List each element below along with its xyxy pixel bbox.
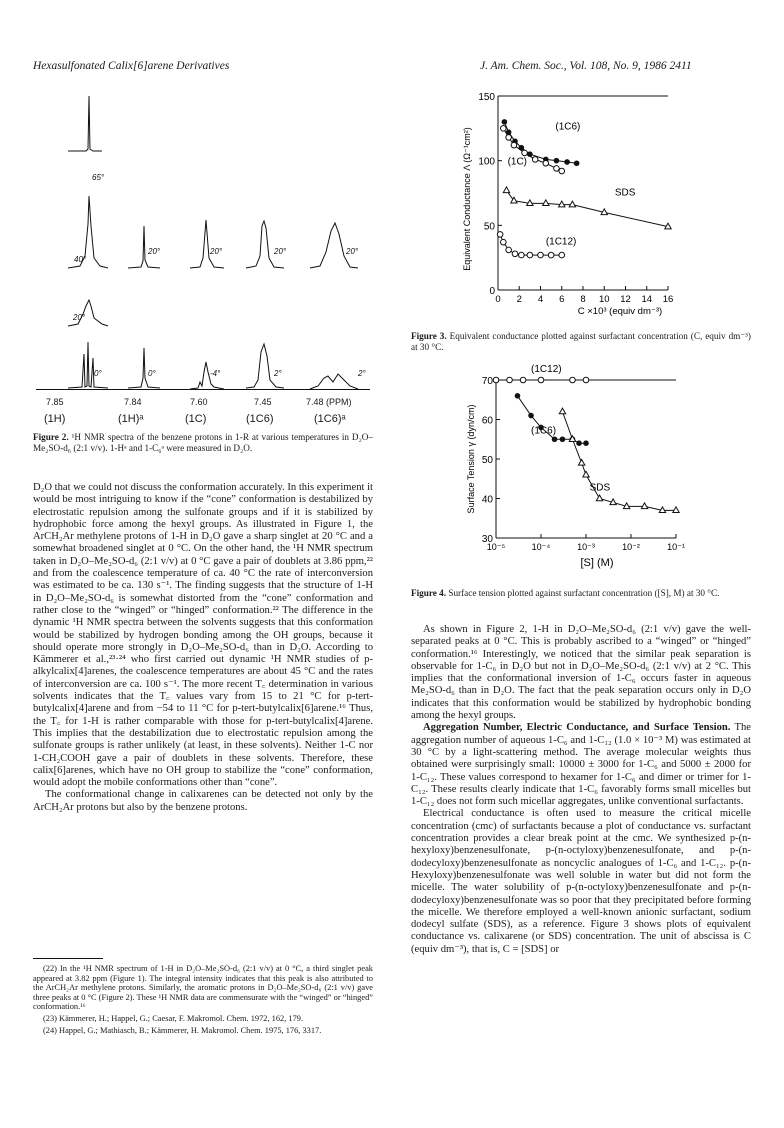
footnote: (22) In the ¹H NMR spectrum of 1-H in D₂O–Me₂SO-d₆ (2:1 v/v) at 0 °C, a third singlet peak appeared at 3.82 ppm (Figure 1). The integral intensity indicates that this peak is also attributed to the ArCH₂Ar methylene protons. Similarly, the aromatic protons in D₂O–Me₂SO-d₆ (2:1 v/v) gave three peaks at 0 °C (Figure 2). These ¹H NMR data are commensurate with the “winged” or “hinged” conformation.¹⁶: [33, 964, 373, 1012]
data-point: [583, 377, 589, 383]
caption-text: Surface tension plotted against surfactant concentration ([S], M) at 30 °C.: [446, 588, 720, 598]
figure-3-chart: [450, 88, 690, 328]
figure-2-nmr-spectra: [28, 86, 388, 396]
data-point: [559, 168, 565, 174]
footnotes: [33, 964, 373, 1037]
spectrum-1c6a-2: [310, 374, 358, 389]
series-label: (1C): [507, 156, 528, 168]
paragraph: [411, 722, 751, 808]
y-tick-label: 60: [481, 415, 493, 427]
x-tick-label: 2: [516, 294, 522, 305]
data-point: [560, 436, 566, 442]
data-point: [501, 126, 507, 132]
x-axis-label: C ×10³ (equiv dm⁻³): [577, 306, 663, 317]
spectrum-1c-20: [190, 220, 224, 268]
temp-label: 20°: [210, 247, 223, 256]
x-tick-label: 6: [559, 294, 565, 305]
data-point: [554, 166, 560, 172]
caption-text: ¹H NMR spectra of the benzene protons in 1-R at various temperatures in D₂O–Me₂SO-d₆ (2:1 v/v). 1-Hᵃ and 1-C₆ᵃ were measured in D₂O.: [33, 432, 374, 453]
ppm-tick: 7.85: [46, 397, 64, 407]
data-point: [532, 157, 538, 163]
footnote: (24) Happel, G.; Mathiasch, B.; Kämmerer, H. Makromol. Chem. 1975, 176, 3317.: [43, 1025, 322, 1035]
data-point: [559, 408, 565, 414]
spectrum-label: (1H): [44, 413, 66, 425]
y-tick-label: 50: [483, 221, 495, 233]
data-point: [538, 252, 544, 258]
data-point: [564, 159, 570, 165]
spectrum-label: (1C6)ᵃ: [314, 413, 346, 425]
data-point: [528, 413, 534, 419]
temp-label: 20°: [148, 247, 161, 256]
caption-label: Figure 3.: [411, 331, 447, 341]
paragraph: The conformational change in calixarenes can be detected not only by the ArCH₂Ar protons but also by the benzene protons.: [33, 789, 373, 813]
data-point: [578, 459, 584, 465]
right-column-body: [411, 624, 751, 956]
paragraph: As shown in Figure 2, 1-H in D₂O–Me₂SO-d₆ (2:1 v/v) gave the well-separated peaks at 0 °C. This is probably ascribed to a “winged” or “hinged” conformation.¹⁶ Interestingly, we noticed that the similar peak separation is observable for 1-C₆ in D₂O but not in D₂O–Me₂SO-d₆ (2:1 v/v) at 2 °C. This implies that the conformational inversion of 1-C₆ occurs faster in aqueous Me₂SO-d₆ than in D₂O. The fact that the peak separation occurs only in D₂O indicates that this conformation would be stabilized by hydrophobic bonding among the hexyl groups.: [411, 624, 751, 722]
data-point: [507, 377, 513, 383]
data-point: [522, 150, 528, 156]
y-tick-label: 50: [481, 455, 493, 466]
x-tick-label: 8: [580, 294, 586, 305]
data-point: [543, 160, 549, 166]
series-label: (1C6): [531, 425, 557, 437]
series-line: [507, 187, 669, 226]
caption-text: Equivalent conductance plotted against surfactant concentration (C, equiv dm⁻³) at 30 °C.: [411, 331, 751, 352]
caption-label: Figure 2.: [33, 432, 69, 442]
temp-label: 20°: [274, 247, 287, 256]
y-tick-label: 40: [481, 494, 493, 506]
x-tick-label: 10: [598, 294, 610, 305]
x-tick-label: 16: [662, 294, 674, 305]
data-point: [502, 119, 508, 125]
x-tick-label: 10⁻¹: [667, 542, 685, 552]
x-axis-label: [S] (M): [580, 557, 614, 569]
data-point: [559, 252, 565, 258]
x-tick-label: 10⁻³: [577, 542, 595, 552]
ppm-tick: 7.48 (PPM): [306, 397, 352, 407]
data-point: [503, 187, 509, 193]
temp-label: -4°: [210, 369, 221, 378]
data-point: [538, 377, 544, 383]
data-point: [506, 247, 512, 253]
figure-3-caption: [411, 331, 751, 353]
y-tick-label: 0: [489, 286, 495, 297]
ppm-tick: 7.45: [254, 397, 272, 407]
temp-label: 20°: [346, 247, 359, 256]
y-axis-label: Equivalent Conductance Λ (Ω⁻¹cm²): [462, 127, 472, 271]
series-label: (1C12): [545, 236, 577, 248]
spectrum-1c6-2: [246, 344, 284, 388]
data-point: [512, 251, 518, 257]
temp-label: 2°: [274, 369, 282, 378]
y-tick-label: 100: [478, 156, 495, 168]
data-point: [511, 142, 517, 148]
data-point: [583, 471, 589, 477]
spectrum-label: (1C6): [246, 413, 274, 425]
x-tick-label: 14: [641, 294, 653, 305]
left-column-body: [33, 482, 373, 814]
data-point: [554, 158, 560, 164]
data-point: [641, 503, 647, 509]
data-point: [596, 495, 602, 501]
spectrum-1h-0: [68, 342, 108, 388]
data-point: [520, 377, 526, 383]
spectrum-1c6a-20: [310, 223, 358, 268]
spectrum-label: (1H)ᵃ: [118, 413, 144, 425]
series-label: SDS: [614, 187, 636, 199]
x-tick-label: 4: [537, 294, 544, 305]
data-point: [527, 252, 533, 258]
figure-2-axis: [36, 389, 370, 390]
running-header-right: J. Am. Chem. Soc., Vol. 108, No. 9, 1986 2411: [480, 60, 692, 72]
y-tick-label: 70: [481, 376, 493, 387]
paragraph: D₂O that we could not discuss the conformation accurately. In this experiment it would be most intriguing to know if the “cone” conformation is destabilized by electrostatic repulsion among the sulfonate groups and if it is stabilized by hydrophobic force among the hexyl groups. As illustrated in Figure 1, the ArCH₂Ar methylene protons of 1-H in D₂O gave a sharp singlet at 20 °C and a somewhat broadened singlet at 0 °C. On the other hand, the ¹H NMR spectrum taken in D₂O–Me₂SO-d₆ (2:1 v/v) at 0 °C gave a pair of doublets at 3.86 ppm,²² and from the coalescence temperature of ca. 40 °C the rate of interconversion was estimated to be ca. 130 s⁻¹. The finding suggests that the structure of 1-H in D₂O–Me₂SO-d₆ is somewhat distorted from the “cone” conformation and rather close to the “winged” or “hinged” conformation.²² The difference in the dynamic ¹H NMR spectra between the solvents suggests that this conformation would be stabilized by hydrogen bonding among the OH groups, because it should operate more strongly in D₂O–Me₂SO-d₆ than in D₂O. According to Kämmerer et al.,²³·²⁴ who first carried out dynamic ¹H NMR studies of p-alkylcalix[4]arenes, the coalescence temperatures are about 45 °C and the rates of interconversion are ca. 100 s⁻¹. The more recent T꜀ determination in various solvents indicates that the T꜀ values vary from 15 to 21 °C for p-tert-butylcalix[4]arene and from −54 to 11 °C for p-tert-butylcalix[6]arene.¹⁶ Thus, the T꜀ for 1-H is rather comparable with those for p-tert-butylcalix[4]arene. This implies that the destabilization due to electrostatic repulsion among the sulfonate groups is rather unlikely (at least, in these solvents). Neither 1-C nor 1-CH₂COOH gave a pair of doublets in these solvents. Therefore, these calix[6]arenes, which have no OH group to stabilize the “cone” conformation, would adopt the mobile conformations other than “cone”.: [33, 482, 373, 789]
figure-4-chart: [462, 364, 702, 582]
temp-label: 20°: [73, 313, 86, 322]
data-point: [576, 440, 582, 446]
spectrum-1ha-0: [128, 348, 160, 388]
y-axis-label: Surface Tension γ (dyn/cm): [466, 404, 476, 514]
data-point: [552, 436, 558, 442]
data-point: [515, 393, 521, 399]
temp-label: 0°: [94, 369, 102, 378]
caption-label: Figure 4.: [411, 588, 447, 598]
spectrum-1c6-20: [246, 221, 284, 268]
spectrum-1h-65: [68, 96, 102, 151]
paragraph: Electrical conductance is often used to measure the critical micelle concentration (cmc) of surfactants because a plot of conductance vs. surfactant concentration provides a clear break point at the cmc. We synthesized p-(n-hexyloxy)benzenesulfonate, p-(n-octyloxy)benzenesulfonate, and p-(n-dodecyloxy)benzenesulfonate as noncyclic analogues of 1-C₆ and 1-C₁₂. p-(n-Hexyloxy)benzenesulfonate was well soluble in water but did not form the micelle. The water solubility of p-(n-octyloxy)benzenesulfonate and p-(n-dodecyloxy)benzenesulfonate was so poor that they precipitated before forming the micelle. We therefore employed a well-known anionic surfactant, sodium dodecyl sulfate (SDS), as a reference. Figure 3 shows plots of equivalent conductance vs. calixarene (or SDS) concentration. The unit of abscissa is C (equiv dm⁻³), that is, C = [SDS] or: [411, 808, 751, 955]
x-tick-label: 10⁻⁴: [531, 542, 551, 552]
data-point: [574, 160, 580, 166]
y-tick-label: 150: [478, 92, 495, 103]
figure-2-caption: [33, 432, 373, 454]
data-point: [569, 201, 575, 207]
temp-label: 0°: [148, 369, 156, 378]
data-point: [673, 507, 679, 513]
figure-4-caption: [411, 588, 751, 599]
series-label: (1C12): [531, 364, 562, 376]
footnote: (23) Kämmerer, H.; Happel, G.; Caesar, F. Makromol. Chem. 1972, 162, 179.: [43, 1013, 304, 1023]
x-tick-label: 10⁻⁵: [486, 542, 506, 552]
y-tick-label: 30: [481, 534, 493, 545]
data-point: [548, 252, 554, 258]
data-point: [497, 232, 503, 238]
data-point: [519, 252, 525, 258]
section-heading: Aggregation Number, Electric Conductance, and Surface Tension.: [423, 722, 731, 734]
x-tick-label: 12: [620, 294, 631, 305]
data-point: [493, 377, 499, 383]
paragraph-text: The aggregation number of aqueous 1-C₆ and 1-C₁₂ (1.0 × 10⁻³ M) was estimated at 30 °C by a light-scattering method. The average molecular weights thus obtained were surprisingly small: 10000 ± 3000 for 1-C₆ and 5000 ± 2000 for 1-C₁₂. These values correspond to hexamer for 1-C₆ and dimer or trimer for 1-C₁₂. These results clearly indicate that 1-C₆ favorably forms small micelles but 1-C₁₂ does not form such micellar aggregates, unlike conventional surfactants.: [411, 722, 751, 808]
data-point: [570, 377, 576, 383]
temp-label: 40°: [74, 255, 87, 264]
data-point: [583, 440, 589, 446]
ppm-tick: 7.84: [124, 397, 142, 407]
temp-label: 65°: [92, 173, 105, 182]
x-tick-label: 10⁻²: [622, 542, 640, 552]
data-point: [501, 239, 507, 245]
running-header-left: Hexasulfonated Calix[6]arene Derivatives: [33, 60, 230, 72]
ppm-tick: 7.60: [190, 397, 208, 407]
series-line: [562, 412, 676, 511]
data-point: [543, 200, 549, 206]
spectrum-label: (1C): [185, 413, 207, 425]
x-tick-label: 0: [495, 294, 501, 305]
temp-label: 2°: [358, 369, 366, 378]
series-label: (1C6): [555, 121, 581, 133]
series-label: SDS: [589, 482, 611, 494]
data-point: [506, 135, 512, 141]
footnote-rule: [33, 958, 103, 959]
